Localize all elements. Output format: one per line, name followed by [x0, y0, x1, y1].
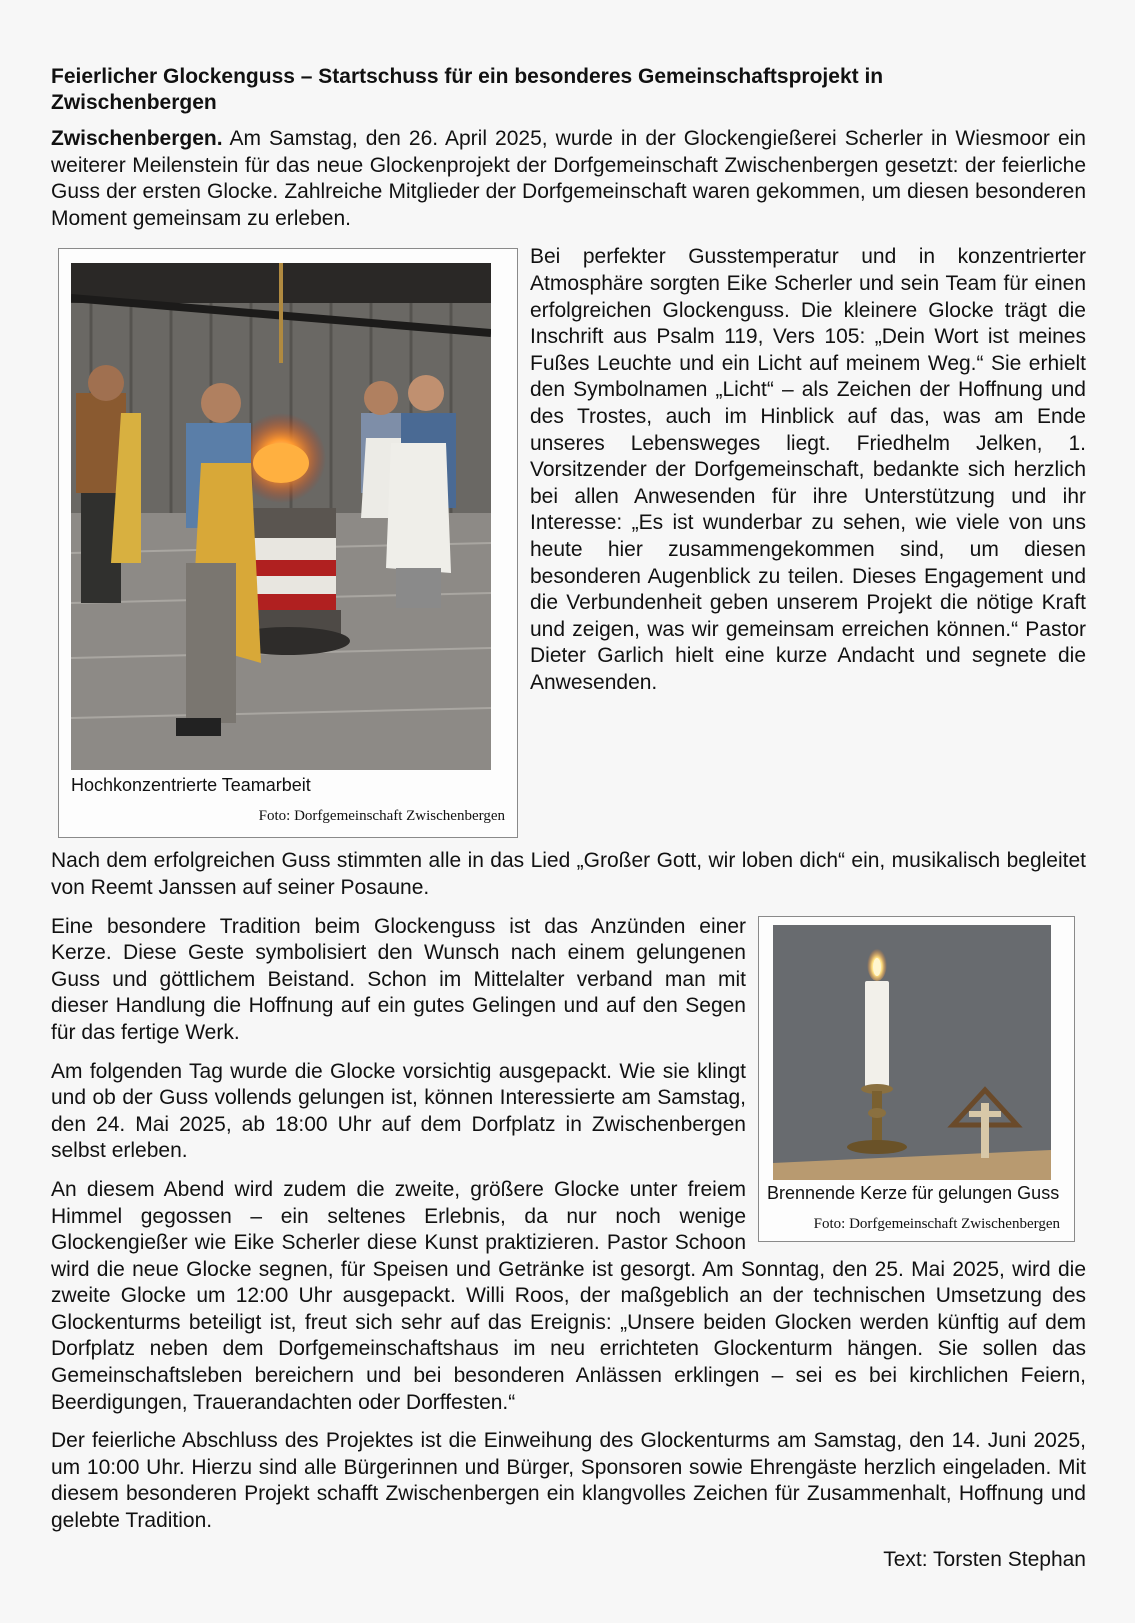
author-signature: Text: Torsten Stephan	[883, 1547, 1086, 1571]
lead-text: Am Samstag, den 26. April 2025, wurde in der Glockengießerei Scherler in Wiesmoor ein weiterer Meilenstein für das neue Glockenprojekt der Dorfgemeinschaft Zwischenbergen gesetzt: der feierliche Guss der ersten Glocke. Zahlreiche Mitglieder der Dorfgemeinschaft waren gekommen, um diesen besonderen Moment gemeinsam zu erleben.	[51, 127, 1086, 230]
dateline: Zwischenbergen.	[51, 127, 223, 150]
figure-caption: Hochkonzentrierte Teamarbeit	[71, 775, 311, 796]
lead-paragraph	[51, 126, 1086, 232]
figure-candle	[758, 916, 1075, 1242]
article-title: Feierlicher Glockenguss – Startschuss für ein besonderes Gemeinschaftsprojekt in Zwischenbergen	[51, 65, 884, 114]
paragraph-second-bell: An diesem Abend wird zudem die zweite, größere Glocke unter freiem Himmel gegossen – ein seltenes Erlebnis, da nur noch wenige Glockengießer wie Eike Scherler diese Kunst praktizieren. Pastor Schoon wird die neue Glocke segnen, für Speisen und Getränke ist gesorgt. Am Sonntag, den 25. Mai 2025, wird die zweite Glocke um 12:00 Uhr ausgepackt. Willi Roos, der maßgeblich an der technischen Umsetzung des Glockenturms beteiligt ist, freut sich sehr auf das Ereignis: „Unsere beiden Glocken werden künftig auf dem Dorfplatz neben dem Dorfgemeinschaftshaus im neu errichteten Glockenturm hängen. Sie sollen das Gemeinschaftsleben bereichern und bei besonderen Anlässen erklingen – sei es bei kirchlichen Feiern, Beerdigungen, Trauerandachten oder Dorffesten.“	[51, 1177, 1086, 1414]
figure-teamwork	[58, 248, 518, 838]
photo-credit: Foto: Dorfgemeinschaft Zwischenbergen	[813, 1215, 1060, 1232]
figure-caption: Brennende Kerze für gelungen Guss	[767, 1182, 1060, 1203]
candle-photo	[773, 925, 1051, 1180]
paragraph-song: Nach dem erfolgreichen Guss stimmten alle in das Lied „Großer Gott, wir loben dich“ ein, musikalisch begleitet von Reemt Janssen auf seiner Posaune.	[51, 849, 1086, 899]
photo-credit: Foto: Dorfgemeinschaft Zwischenbergen	[258, 808, 505, 825]
paragraph-closing: Der feierliche Abschluss des Projektes ist die Einweihung des Glockenturms am Samstag, den 14. Juni 2025, um 10:00 Uhr. Hierzu sind alle Bürgerinnen und Bürger, Sponsoren sowie Ehrengäste herzlich eingeladen. Mit diesem besonderen Projekt schafft Zwischenbergen ein klangvolles Zeichen für Zusammenhalt, Hoffnung und gelebte Tradition.	[51, 1429, 1086, 1533]
foundry-photo	[71, 263, 491, 770]
paragraph-tradition: Eine besondere Tradition beim Glockenguss ist das Anzünden einer Kerze. Diese Geste symbolisiert den Wunsch nach einem gelungenen Guss und göttlichem Beistand. Schon im Mittelalter verband man mit dieser Handlung die Hoffnung auf ein gutes Gelingen und auf den Segen für das fertige Werk.	[51, 914, 746, 1044]
paragraph-unpacking: Am folgenden Tag wurde die Glocke vorsichtig ausgepackt. Wie sie klingt und ob der Guss vollends gelungen ist, können Interessierte am Samstag, den 24. Mai 2025, ab 18:00 Uhr auf dem Dorfplatz in Zwischenbergen selbst erleben.	[51, 1059, 746, 1163]
paragraph-casting: Bei perfekter Gusstemperatur und in konzentrierter Atmosphäre sorgten Eike Scherler und sein Team für einen erfolgreichen Glockenguss. Die kleinere Glocke trägt die Inschrift aus Psalm 119, Vers 105: „Dein Wort ist meines Fußes Leuchte und ein Licht auf meinem Weg.“ Sie erhielt den Symbolnamen „Licht“ – als Zeichen der Hoffnung und des Trostes, auch im Hinblick auf das, was am Ende unseres Lebensweges liegt. Friedhelm Jelken, 1. Vorsitzender der Dorfgemeinschaft, bedankte sich herzlich bei allen Anwesenden für ihre Unterstützung und ihr Interesse: „Es ist wunderbar zu sehen, wie viele von uns heute hier zusammengekommen sind, um diesen besonderen Augenblick zu teilen. Dieses Engagement und die Verbundenheit geben unserem Projekt die nötige Kraft und zeigen, was wir gemeinsam erreichen können.“ Pastor Dieter Garlich hielt eine kurze Andacht und segnete die Anwesenden.	[530, 245, 1086, 694]
